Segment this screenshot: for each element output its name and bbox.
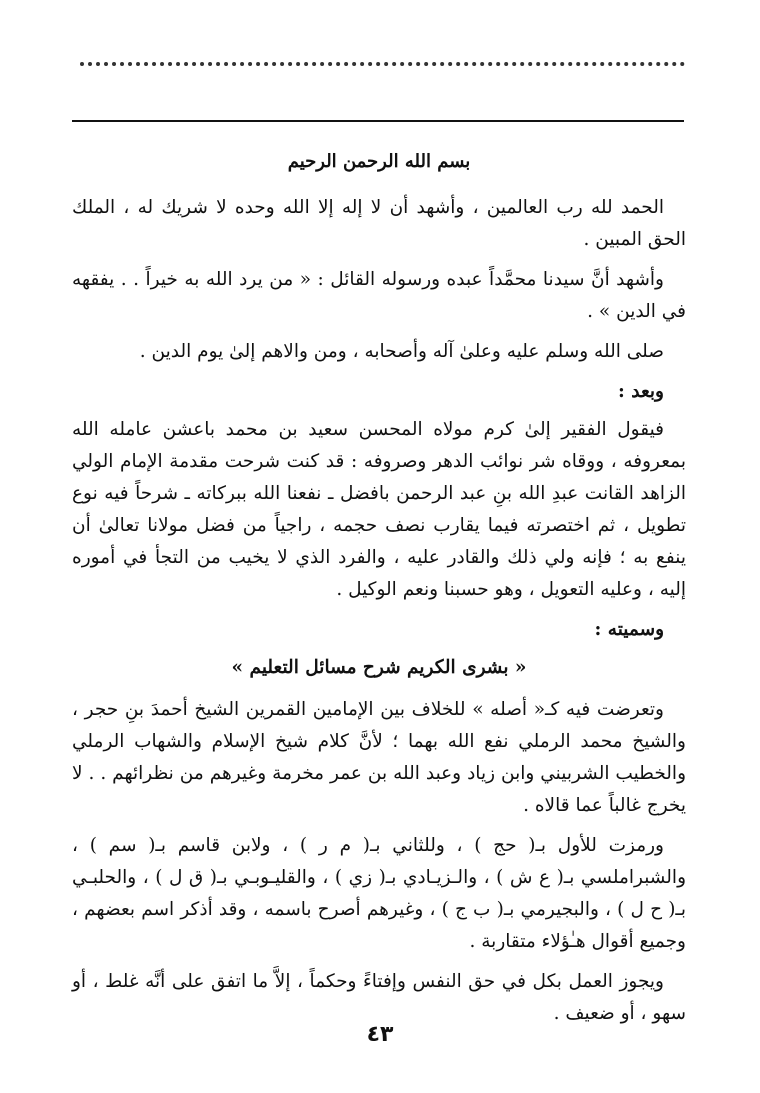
main-text xyxy=(72,142,686,1038)
paragraph-sources: وتعرضت فيه كـ« أصله » للخلاف بين الإمامين القمرين الشيخ أحمدَ بنِ حجر ، والشيخ محمد الرملي نفع الله بهما ؛ لأنَّ كلام شيخ الإسلام والشهاب الرملي والخطيب الشربيني وابن زياد وعبد الله بن عمر مخرمة وغيرهم من نظرائهم . . لا يخرج غالباً عما قالاه . xyxy=(72,699,686,816)
basmala-heading: بسم الله الرحمن الرحيم xyxy=(287,151,471,172)
dotted-separator xyxy=(80,62,685,66)
header-rule xyxy=(72,120,684,122)
paragraph-symbols: ورمزت للأول بـ( حج ) ، وللثاني بـ( م ر ) ، ولابن قاسم بـ( سم ) ، والشبراملسي بـ( ع ش ) ، والـزيـادي بـ( زي ) ، والقليـوبـي بـ( ق ل ) ، والحلبـي بـ( ح ل ) ، والبجيرمي بـ( ب ج ) ، وغيرهم أصرح باسمه ، وقد أذكر اسم بعضهم ، وجميع أقوال هـٰؤلاء متقاربة . xyxy=(72,835,686,952)
naming-label: وسميته : xyxy=(594,619,664,640)
paragraph-salat: صلى الله وسلم عليه وعلىٰ آله وأصحابه ، ومن والاهم إلىٰ يوم الدين . xyxy=(139,341,664,362)
paragraph-praise: الحمد لله رب العالمين ، وأشهد أن لا إله إلا الله وحده لا شريك له ، الملك الحق المبين . xyxy=(72,197,686,250)
page-number: ٤٣ xyxy=(366,1022,394,1047)
paragraph-ruling: ويجوز العمل بكل في حق النفس وإفتاءً وحكماً ، إلاَّ ما اتفق على أنَّه غلط ، أو سهو ، أو ضعيف . xyxy=(72,971,686,1024)
paragraph-intro: فيقول الفقير إلىٰ كرم مولاه المحسن سعيد بن محمد باعشن عامله الله بمعروفه ، ووقاه شر نوائب الدهر وصروفه : قد كنت شرحت مقدمة الإمام الولي الزاهد القانت عبدِ الله بنِ عبد الرحمن بافضل ـ نفعنا الله ببركاته ـ شرحاً فيه نوع تطويل ، ثم اختصرته فيما يقارب نصف حجمه ، راجياً من فضل مولانا تعالىٰ أن ينفع به ؛ فإنه ولي ذلك والقادر عليه ، والفرد الذي لا يخيب من التجأ في أموره إليه ، وعليه التعويل ، وهو حسبنا ونعم الوكيل . xyxy=(72,419,686,600)
heading-baad: وبعد : xyxy=(618,381,664,402)
book-title: « بشرى الكريم شرح مسائل التعليم » xyxy=(231,657,527,678)
paragraph-shahada: وأشهد أنَّ سيدنا محمَّداً عبده ورسوله القائل : « من يرد الله به خيراً . . يفقهه في الدين » . xyxy=(72,269,686,322)
